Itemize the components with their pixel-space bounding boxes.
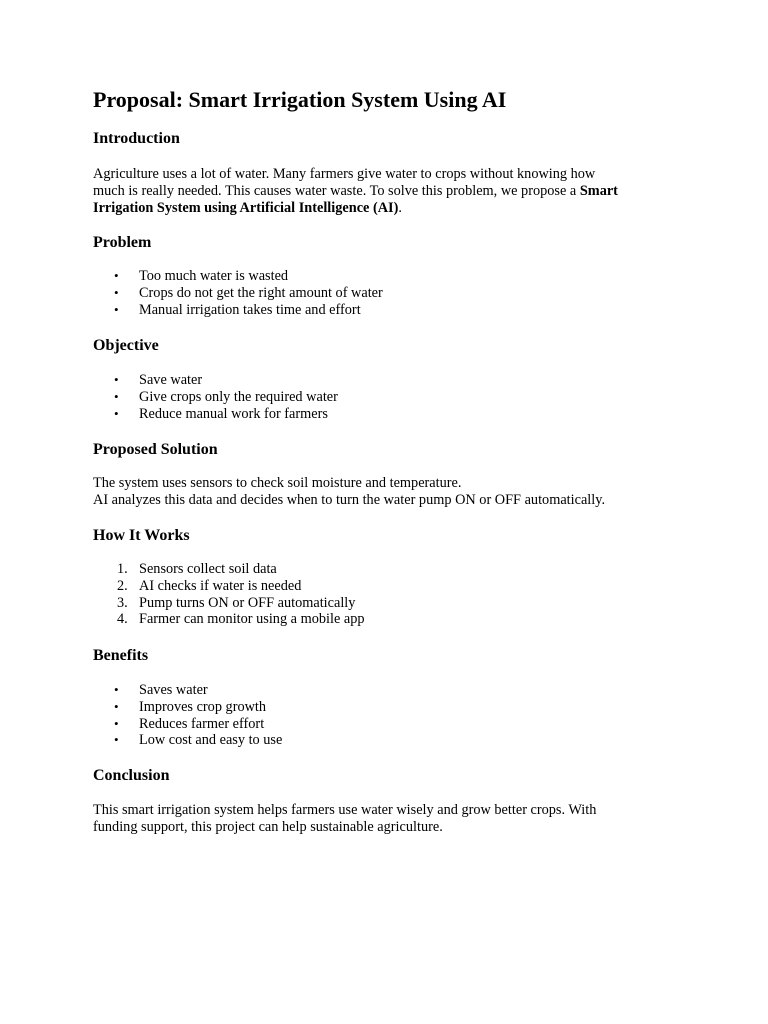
list-item: • Give crops only the required water [93, 389, 338, 406]
introduction-bold-smart: Smart [579, 183, 618, 199]
introduction-text-end: . [398, 200, 402, 216]
list-item-text: Sensors collect soil data [139, 561, 277, 577]
conclusion-paragraph [93, 802, 683, 836]
list-item [93, 595, 365, 612]
list-item [93, 611, 365, 628]
how-it-works-heading: How It Works [93, 527, 190, 544]
list-item-text: AI checks if water is needed [139, 577, 302, 594]
list-item: • Low cost and easy to use [93, 732, 282, 749]
list-item: • Saves water [93, 682, 282, 699]
list-item: • Reduces farmer effort [93, 716, 282, 733]
objective-heading: Objective [93, 337, 159, 354]
introduction-paragraph [93, 166, 683, 217]
list-item: • Improves crop growth [93, 699, 282, 716]
list-number: 1. [117, 561, 128, 577]
proposed-solution-paragraph [93, 475, 683, 509]
benefits-list [93, 682, 282, 749]
proposed-solution-heading: Proposed Solution [93, 441, 218, 458]
list-number: 3. [117, 594, 128, 611]
objective-list [93, 372, 338, 422]
list-item: • Too much water is wasted [93, 268, 383, 285]
list-item [93, 578, 365, 595]
list-item [93, 561, 365, 578]
conclusion-line1: This smart irrigation system helps farmers use water wisely and grow better crops. With [93, 802, 597, 818]
introduction-bold-system-name: Irrigation System using Artificial Intelligence (AI) [93, 200, 399, 216]
conclusion-heading: Conclusion [93, 767, 170, 784]
how-it-works-list [93, 561, 365, 628]
proposed-solution-line1: The system uses sensors to check soil moisture and temperature. [93, 475, 462, 491]
proposed-solution-line2: AI analyzes this data and decides when to turn the water pump ON or OFF automatically. [93, 492, 606, 508]
introduction-heading: Introduction [93, 130, 180, 147]
introduction-text-line1: Agriculture uses a lot of water. Many farmers give water to crops without knowing how [93, 166, 596, 182]
list-number: 4. [117, 611, 128, 628]
document-title: Proposal: Smart Irrigation System Using AI [93, 87, 507, 112]
list-item: • Crops do not get the right amount of water [93, 285, 383, 302]
list-item: • Manual irrigation takes time and effort [93, 302, 383, 319]
conclusion-line2: funding support, this project can help sustainable agriculture. [93, 819, 443, 835]
problem-list [93, 268, 383, 318]
list-item-text: Farmer can monitor using a mobile app [139, 611, 365, 628]
introduction-text-line2: much is really needed. This causes water waste. To solve this problem, we propose a [93, 183, 580, 199]
list-item: • Reduce manual work for farmers [93, 406, 338, 423]
problem-heading: Problem [93, 234, 152, 251]
list-item: • Save water [93, 372, 338, 389]
benefits-heading: Benefits [93, 647, 149, 664]
list-item-text: Pump turns ON or OFF automatically [139, 594, 356, 611]
list-number: 2. [117, 577, 128, 594]
